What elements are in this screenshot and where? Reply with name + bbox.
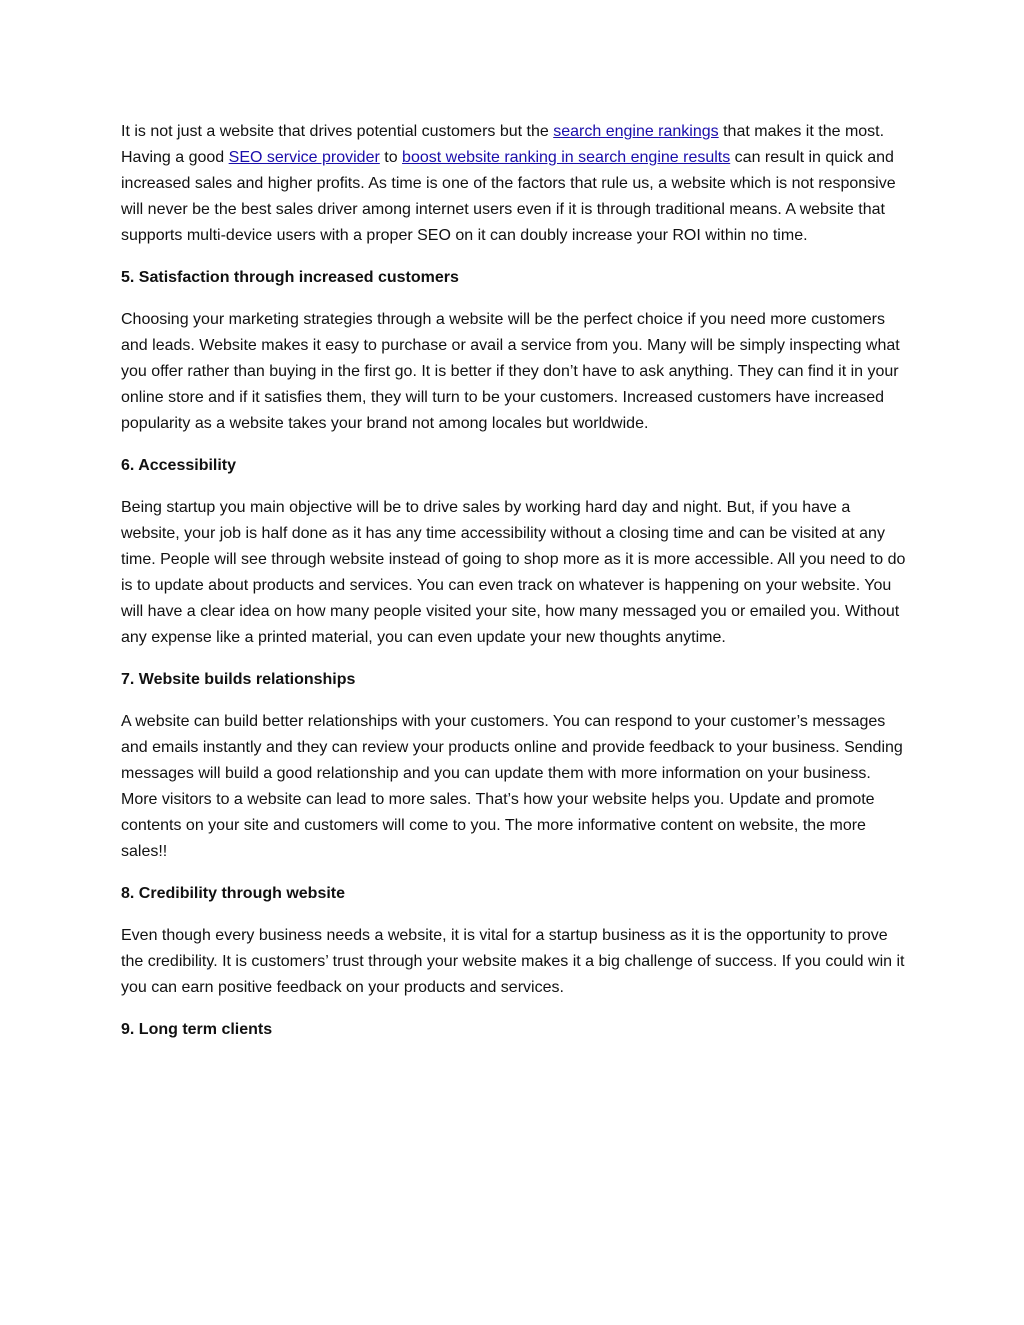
section-body-relationships: A website can build better relationships with your customers. You can respond to your customer’s messages and emails instantly and they can review your products online and provide feedback to your business. Sending messages will build a good relationship and you can update them with more information on your business. More visitors to a website can lead to more sales. That’s how your website helps you. Update and promote contents on your site and customers will come to you. The more informative content on website, the more sales!!	[121, 713, 903, 860]
section-body-credibility: Even though every business needs a website, it is vital for a startup business as it is the opportunity to prove the credibility. It is customers’ trust through your website makes it a big challenge of success. If you could win it you can earn positive feedback on your products and services.	[121, 927, 905, 996]
section-heading-relationships: 7. Website builds relationships	[121, 671, 356, 688]
document-page	[121, 119, 911, 1059]
section-heading-credibility: 8. Credibility through website	[121, 885, 346, 902]
section-heading-accessibility: 6. Accessibility	[121, 457, 237, 474]
intro-paragraph	[121, 119, 911, 249]
boost-website-ranking-link[interactable]: boost website ranking in search engine results	[402, 149, 731, 166]
section-body-satisfaction: Choosing your marketing strategies through a website will be the perfect choice if you need more customers and leads. Website makes it easy to purchase or avail a service from you. Many will be simply inspecting what you offer rather than buying in the first go. It is better if they don’t have to ask anything. They can find it in your online store and if it satisfies them, they will turn to be your customers. Increased customers have increased popularity as a website takes your brand not among locales but worldwide.	[121, 311, 900, 432]
intro-text-1: It is not just a website that drives potential customers but the	[121, 123, 554, 140]
section-heading-satisfaction: 5. Satisfaction through increased customers	[121, 269, 459, 286]
section-body-accessibility: Being startup you main objective will be to drive sales by working hard day and night. But, if you have a website, your job is half done as it has any time accessibility without a closing time and can be visited at any time. People will see through website instead of going to shop more as it is more accessible. All you need to do is to update about products and services. You can even track on whatever is happening on your website. You will have a clear idea on how many people visited your site, how many messaged you or emailed you. Without any expense like a printed material, you can even update your new thoughts anytime.	[121, 499, 906, 646]
intro-text-4: can result in quick and increased sales and higher profits. As time is one of the factors that rule us, a website which is not responsive will never be the best sales driver among internet users even if it is through traditional means. A website that supports multi-device users with a proper SEO on it can doubly increase your ROI within no time.	[121, 149, 896, 244]
seo-service-provider-link[interactable]: SEO service provider	[228, 149, 380, 166]
section-heading-long-term-clients: 9. Long term clients	[121, 1021, 273, 1038]
search-engine-rankings-link[interactable]: search engine rankings	[553, 123, 719, 140]
intro-text-2: that makes it the most. Having a good	[121, 123, 885, 166]
intro-text-3: to	[379, 149, 403, 166]
